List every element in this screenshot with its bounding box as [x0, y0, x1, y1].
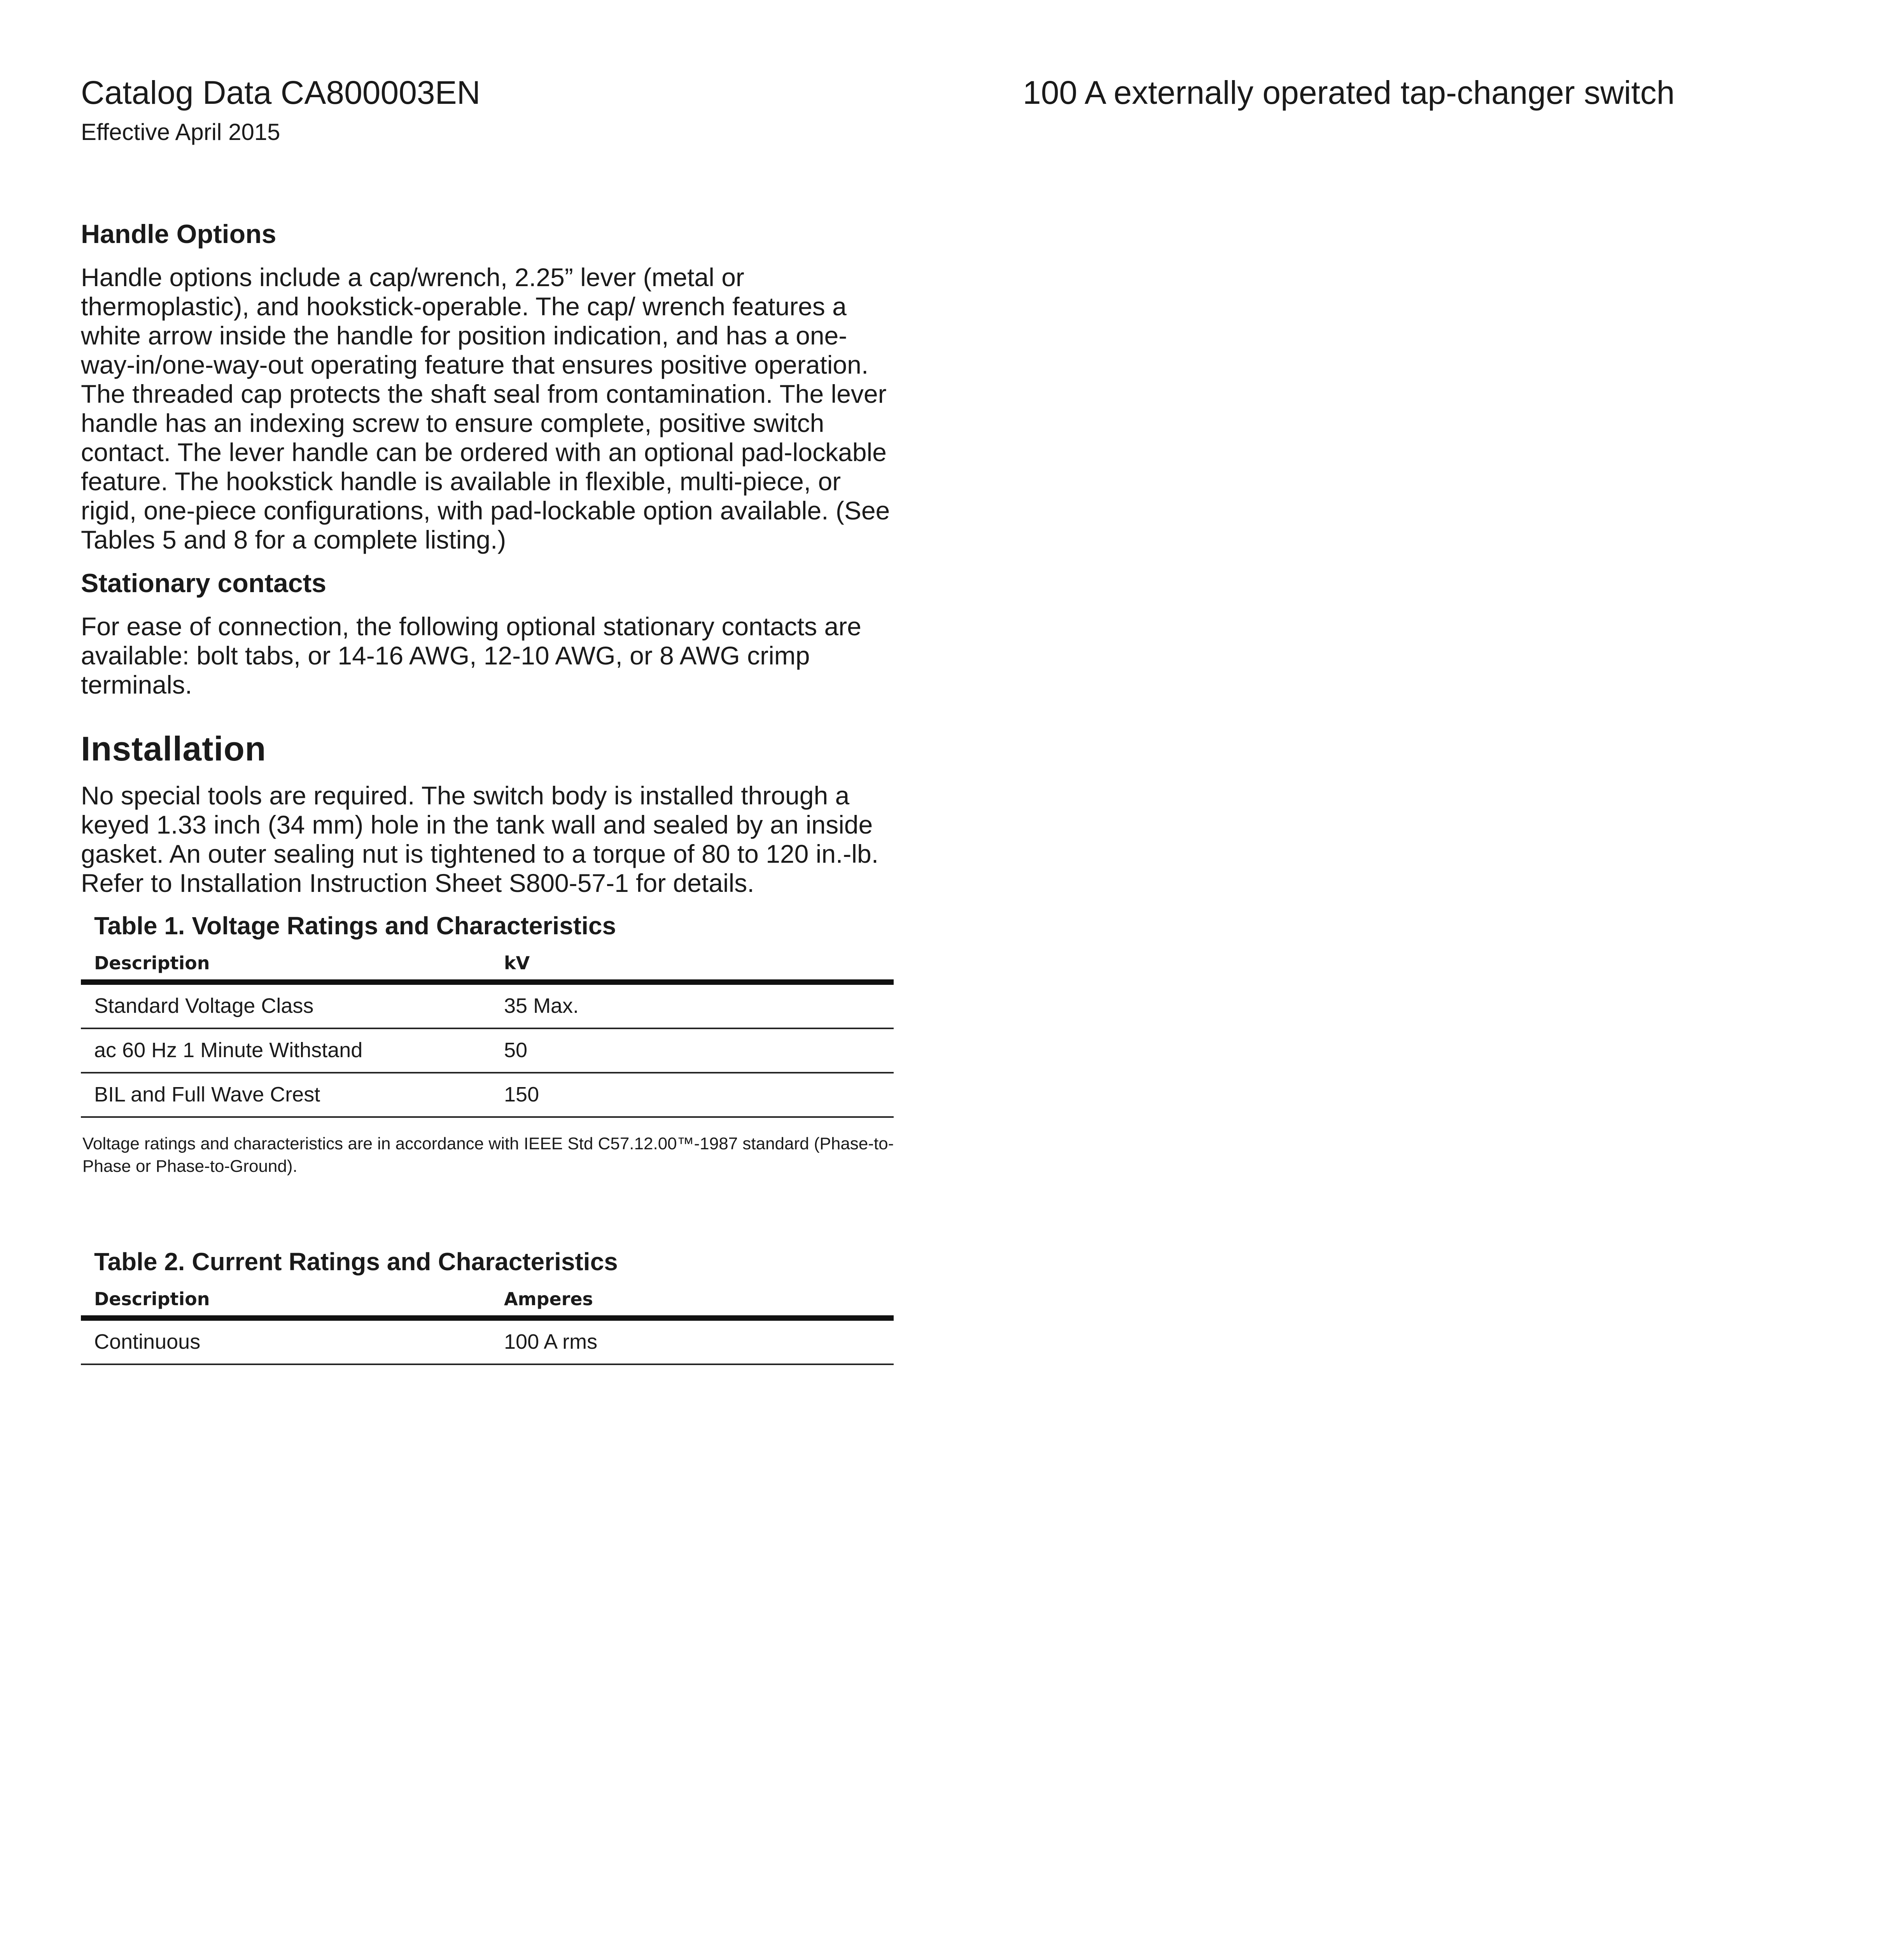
header-left	[81, 73, 480, 148]
table-1	[81, 910, 898, 1178]
voltage-ratings-table	[81, 948, 894, 1118]
column-header: Description	[81, 948, 491, 982]
handle-options-heading: Handle Options	[81, 219, 276, 249]
current-ratings-table	[81, 1284, 894, 1365]
table-1-note: Voltage ratings and characteristics are in accordance with IEEE Std C57.12.00™-1987 standard (Phase-to-Phase or Phase-to-Ground).	[82, 1134, 894, 1176]
table-cell: Continuous	[81, 1318, 491, 1364]
main-column	[81, 218, 898, 1365]
table-header-row	[81, 948, 894, 982]
table-cell: 35 Max.	[491, 982, 894, 1028]
table-row	[81, 1073, 894, 1117]
table-cell: 100 A rms	[491, 1318, 894, 1364]
stationary-contacts-heading: Stationary contacts	[81, 568, 327, 598]
column-header: kV	[491, 948, 894, 982]
table-1-title: Table 1. Voltage Ratings and Characteristics	[94, 912, 616, 940]
product-title: 100 A externally operated tap-changer switch	[1023, 74, 1675, 111]
table-cell: 150	[491, 1073, 894, 1117]
table-2-title: Table 2. Current Ratings and Characteristics	[94, 1248, 618, 1276]
table-cell: ac 60 Hz 1 Minute Withstand	[81, 1028, 491, 1073]
stationary-contacts-text: For ease of connection, the following optional stationary contacts are available: bolt tabs, or 14-16 AWG, 12-10 AWG, or 8 AWG crimp terminals.	[81, 612, 861, 699]
effective-date: Effective April 2015	[81, 119, 280, 145]
table-row	[81, 1318, 894, 1364]
column-header: Description	[81, 1284, 491, 1318]
catalog-label: Catalog Data	[81, 74, 272, 111]
catalog-line	[81, 73, 480, 112]
table-cell: Standard Voltage Class	[81, 982, 491, 1028]
table-cell: 50	[491, 1028, 894, 1073]
installation-heading: Installation	[81, 729, 266, 768]
handle-options-text: Handle options include a cap/wrench, 2.25” lever (metal or thermoplastic), and hookstick-operable. The cap/ wrench features a white arrow inside the handle for position indication, and has a one-way-in/one-way-out operating feature that ensures positive operation. The threaded cap protects the shaft seal from contamination. The lever handle has an indexing screw to ensure complete, positive switch contact. The lever handle can be ordered with an optional pad-lockable feature. The hookstick handle is available in flexible, multi-piece, or rigid, one-piece configurations, with pad-lockable option available. (See Tables 5 and 8 for a complete listing.)	[81, 263, 890, 554]
column-header: Amperes	[491, 1284, 894, 1318]
table-cell: BIL and Full Wave Crest	[81, 1073, 491, 1117]
catalog-code: CA800003EN	[280, 74, 481, 111]
table-row	[81, 1028, 894, 1073]
table-2	[81, 1246, 898, 1365]
table-header-row	[81, 1284, 894, 1318]
installation-text: No special tools are required. The switch body is installed through a keyed 1.33 inch (34 mm) hole in the tank wall and sealed by an inside gasket. An outer sealing nut is tightened to a torque of 80 to 120 in.-lb. Refer to Installation Instruction Sheet S800-57-1 for details.	[81, 781, 879, 897]
table-row	[81, 982, 894, 1028]
